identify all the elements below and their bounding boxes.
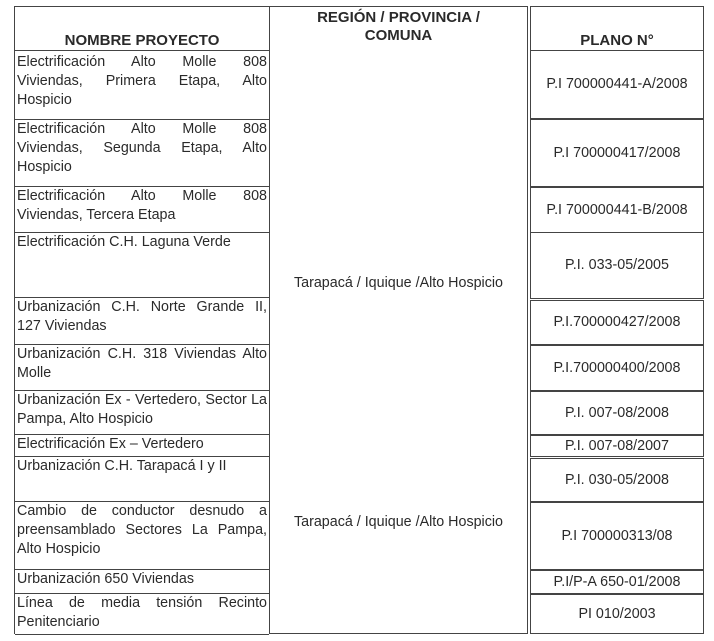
- header-plano: PLANO N°: [530, 6, 704, 51]
- table-row: Electrificación Alto Molle 808 Viviendas, Segunda Etapa, Alto Hospicio: [17, 121, 267, 175]
- table-row: Línea de media tensión Recinto Penitenciario: [17, 595, 267, 630]
- region-label: Tarapacá / Iquique /Alto Hospicio: [293, 275, 503, 291]
- table-cell-plano: PI 010/2003: [530, 594, 704, 634]
- table-row: Electrificación Alto Molle 808 Viviendas, Primera Etapa, Alto Hospicio: [17, 54, 267, 108]
- table-row: Urbanización Ex - Vertedero, Sector La Pampa, Alto Hospicio: [17, 392, 267, 427]
- project-table: [14, 6, 704, 634]
- table-cell-plano: P.I 700000441-A/2008: [530, 51, 704, 119]
- table-row: Urbanización C.H. 318 Viviendas Alto Molle: [17, 346, 267, 381]
- table-row: Electrificación C.H. Laguna Verde: [17, 234, 231, 250]
- table-cell-plano: P.I. 007-08/2008: [530, 391, 704, 435]
- column-region: [270, 6, 528, 634]
- table-cell-plano: P.I.700000427/2008: [530, 300, 704, 345]
- table-row: Cambio de conductor desnudo a preensamblado Sectores La Pampa, Alto Hospicio: [17, 503, 267, 557]
- table-cell-plano: P.I 700000441-B/2008: [530, 187, 704, 233]
- table-cell-plano: P.I.700000400/2008: [530, 345, 704, 391]
- column-plano: [530, 6, 704, 634]
- table-cell-plano: P.I 700000417/2008: [530, 119, 704, 187]
- table-row: Urbanización 650 Viviendas: [17, 571, 194, 587]
- table-row: Urbanización C.H. Norte Grande II, 127 Viviendas: [17, 299, 267, 334]
- table-cell-plano: P.I. 030-05/2008: [530, 458, 704, 502]
- column-project-name: [14, 6, 270, 634]
- table-cell-plano: P.I/P-A 650-01/2008: [530, 570, 704, 594]
- header-nombre-proyecto: NOMBRE PROYECTO: [15, 6, 269, 51]
- table-row: Electrificación Alto Molle 808 Viviendas, Tercera Etapa: [17, 188, 267, 223]
- table-cell-plano: P.I. 007-08/2007: [530, 435, 704, 457]
- table-cell-plano: P.I. 033-05/2005: [530, 233, 704, 299]
- table-cell-plano: P.I 700000313/08: [530, 502, 704, 570]
- table-row: Electrificación Ex – Vertedero: [17, 436, 204, 452]
- region-label: Tarapacá / Iquique /Alto Hospicio: [293, 514, 503, 530]
- table-row: Urbanización C.H. Tarapacá I y II: [17, 458, 227, 474]
- header-region: REGIÓN / PROVINCIA / COMUNA: [317, 9, 480, 44]
